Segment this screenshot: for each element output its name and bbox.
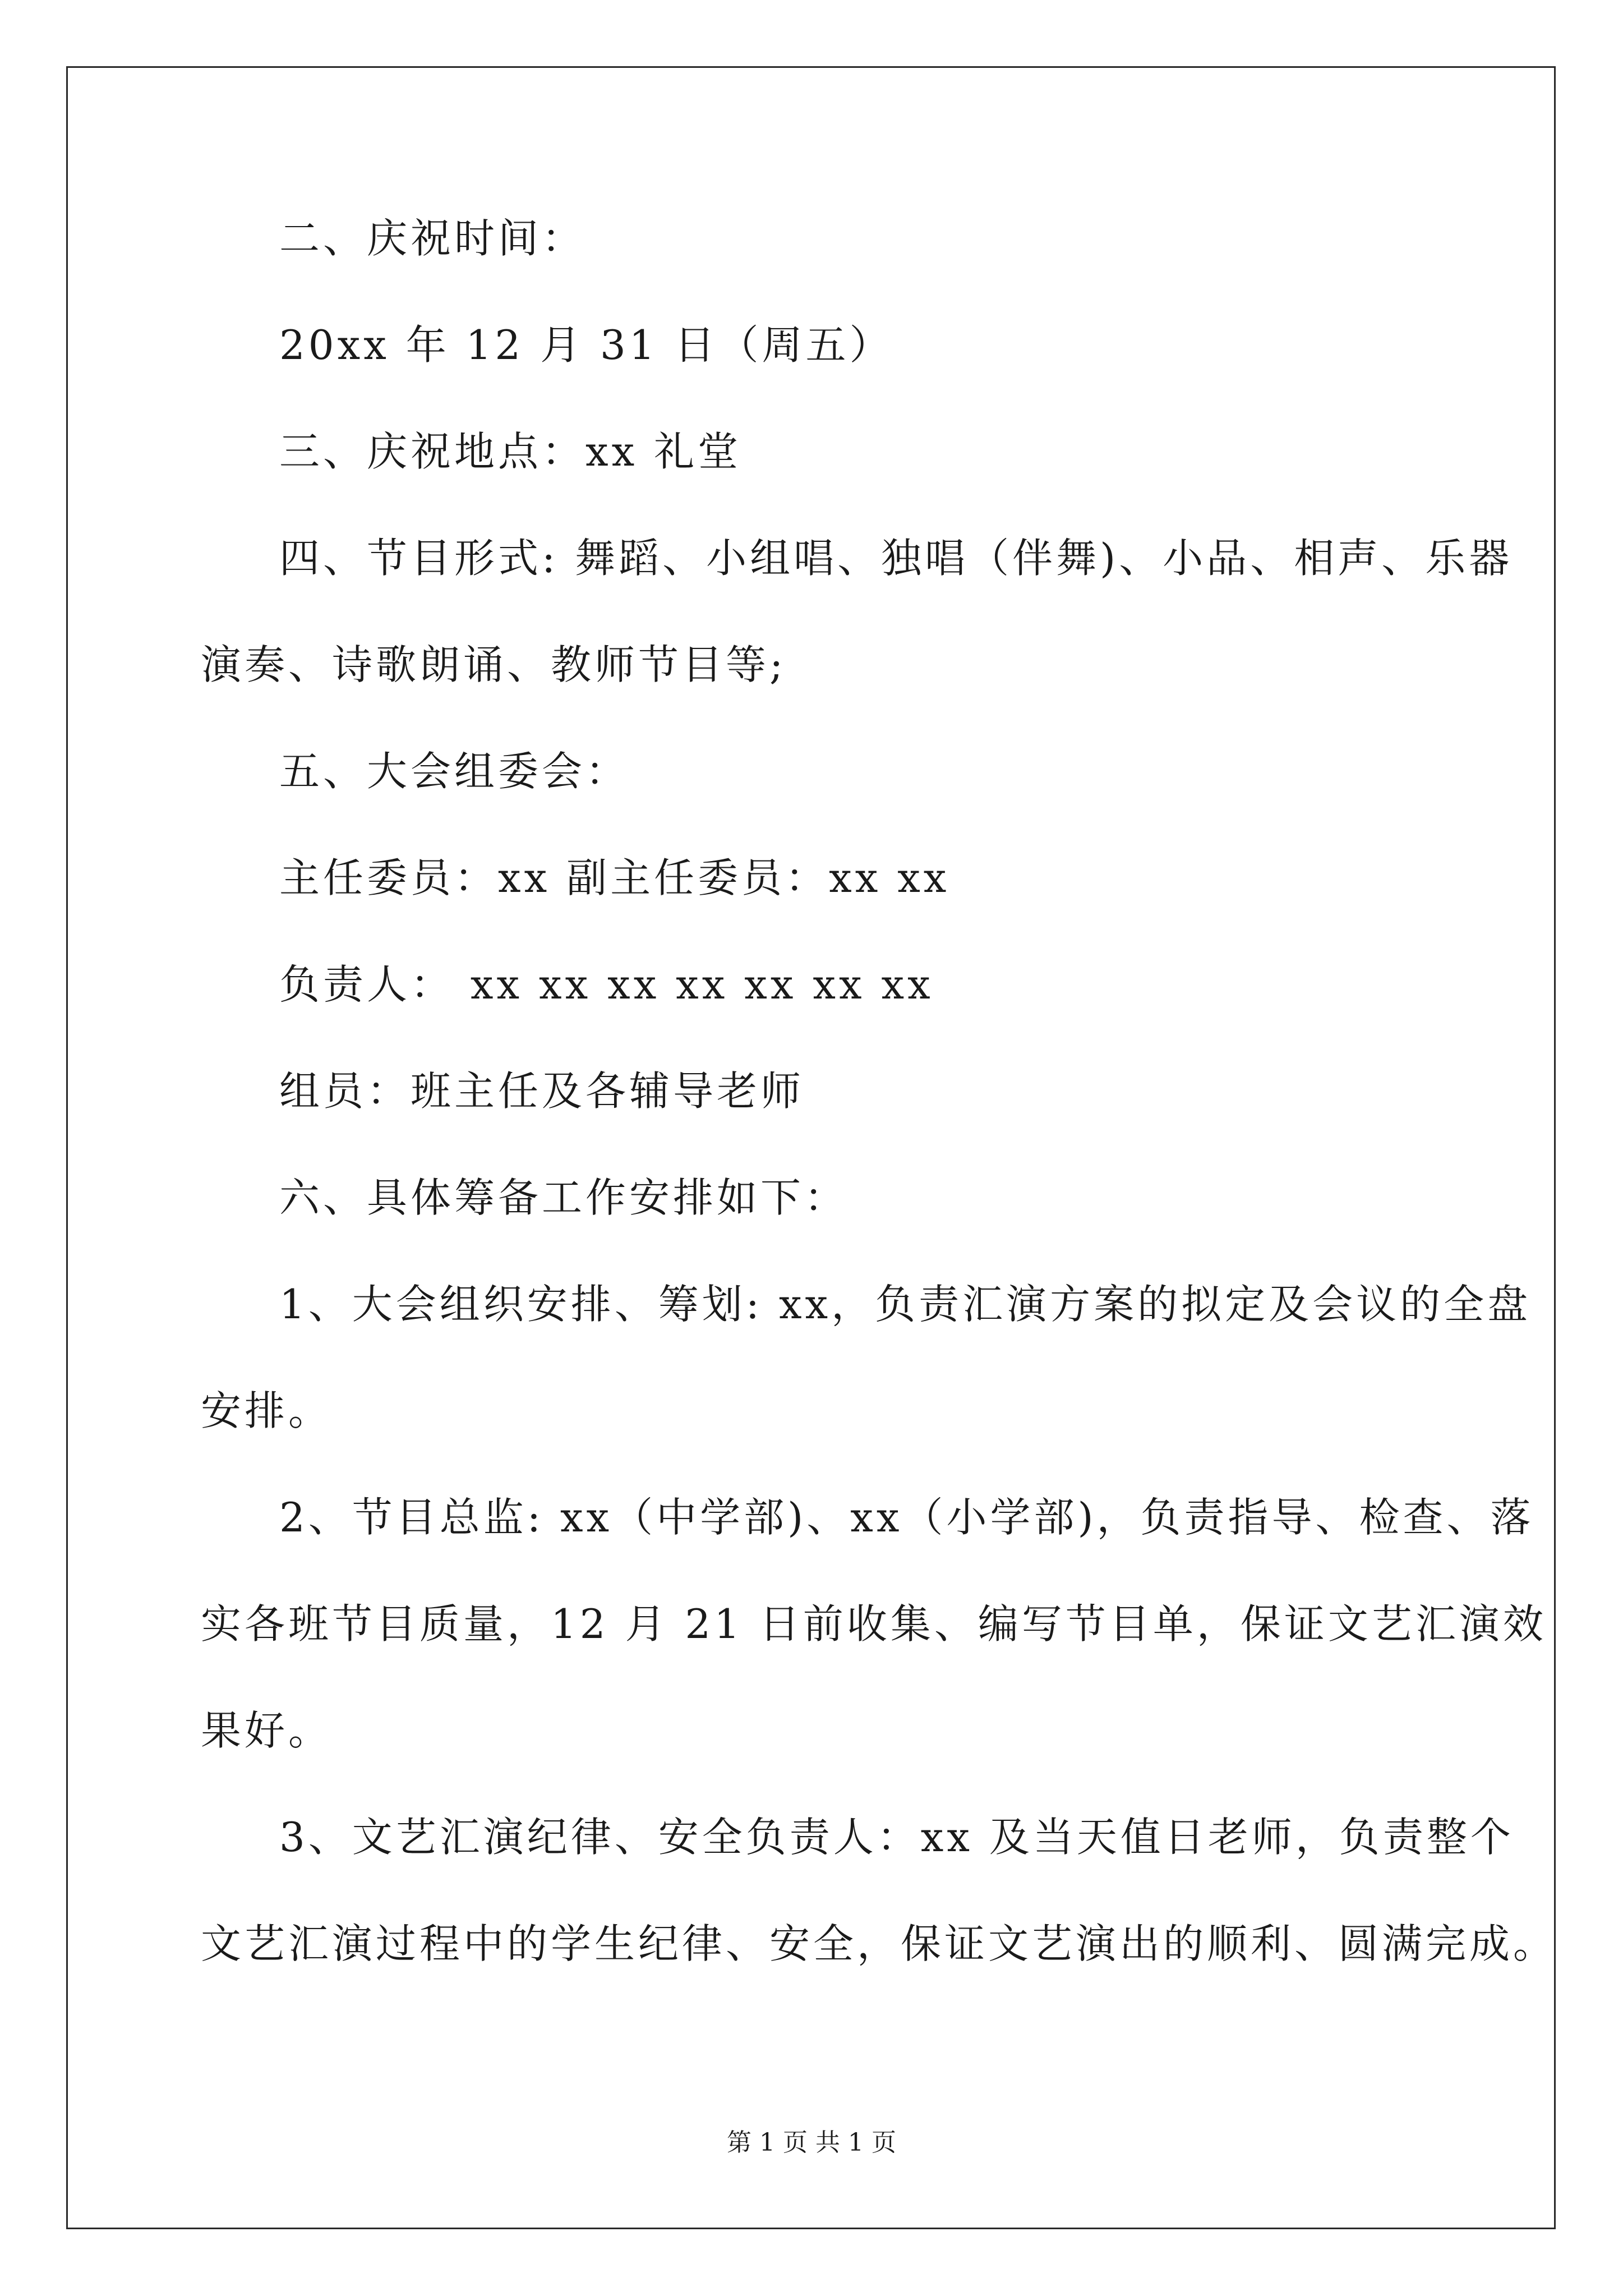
item-1-line-1: 1、大会组织安排、筹划: xx，负责汇演方案的拟定及会议的全盘 <box>279 1281 1532 1328</box>
section-heading-time: 二、庆祝时间： <box>279 215 586 262</box>
page-footer: 第 1 页 共 1 页 <box>727 2128 896 2157</box>
program-forms-line-2: 演奏、诗歌朗诵、教师节目等; <box>201 641 787 688</box>
item-2-line-2: 实各班节目质量，12 月 21 日前收集、编写节目单，保证文艺汇演效 <box>201 1600 1547 1648</box>
members-line: 组员：班主任及各辅导老师 <box>279 1068 805 1115</box>
item-1-line-2: 安排。 <box>201 1387 333 1434</box>
item-2-line-1: 2、节目总监: xx（中学部)、xx（小学部)，负责指导、检查、落 <box>279 1494 1534 1541</box>
program-forms-line-1: 四、节目形式: 舞蹈、小组唱、独唱（伴舞)、小品、相声、乐器 <box>279 535 1513 582</box>
item-2-line-3: 果好。 <box>201 1707 333 1754</box>
section-heading-location: 三、庆祝地点：xx 礼堂 <box>279 428 742 475</box>
date-line: 20xx 年 12 月 31 日（周五） <box>279 321 893 369</box>
section-heading-arrangements: 六、具体筹备工作安排如下： <box>279 1174 849 1221</box>
responsible-persons-line: 负责人： xx xx xx xx xx xx xx <box>279 961 934 1008</box>
item-3-line-1: 3、文艺汇演纪律、安全负责人：xx 及当天值日老师，负责整个 <box>279 1814 1514 1861</box>
section-heading-committee: 五、大会组委会： <box>279 748 630 795</box>
committee-chair-line: 主任委员：xx 副主任委员：xx xx <box>279 854 950 901</box>
page-border <box>66 66 1556 2229</box>
item-3-line-2: 文艺汇演过程中的学生纪律、安全，保证文艺演出的顺利、圆满完成。 <box>201 1920 1557 1967</box>
